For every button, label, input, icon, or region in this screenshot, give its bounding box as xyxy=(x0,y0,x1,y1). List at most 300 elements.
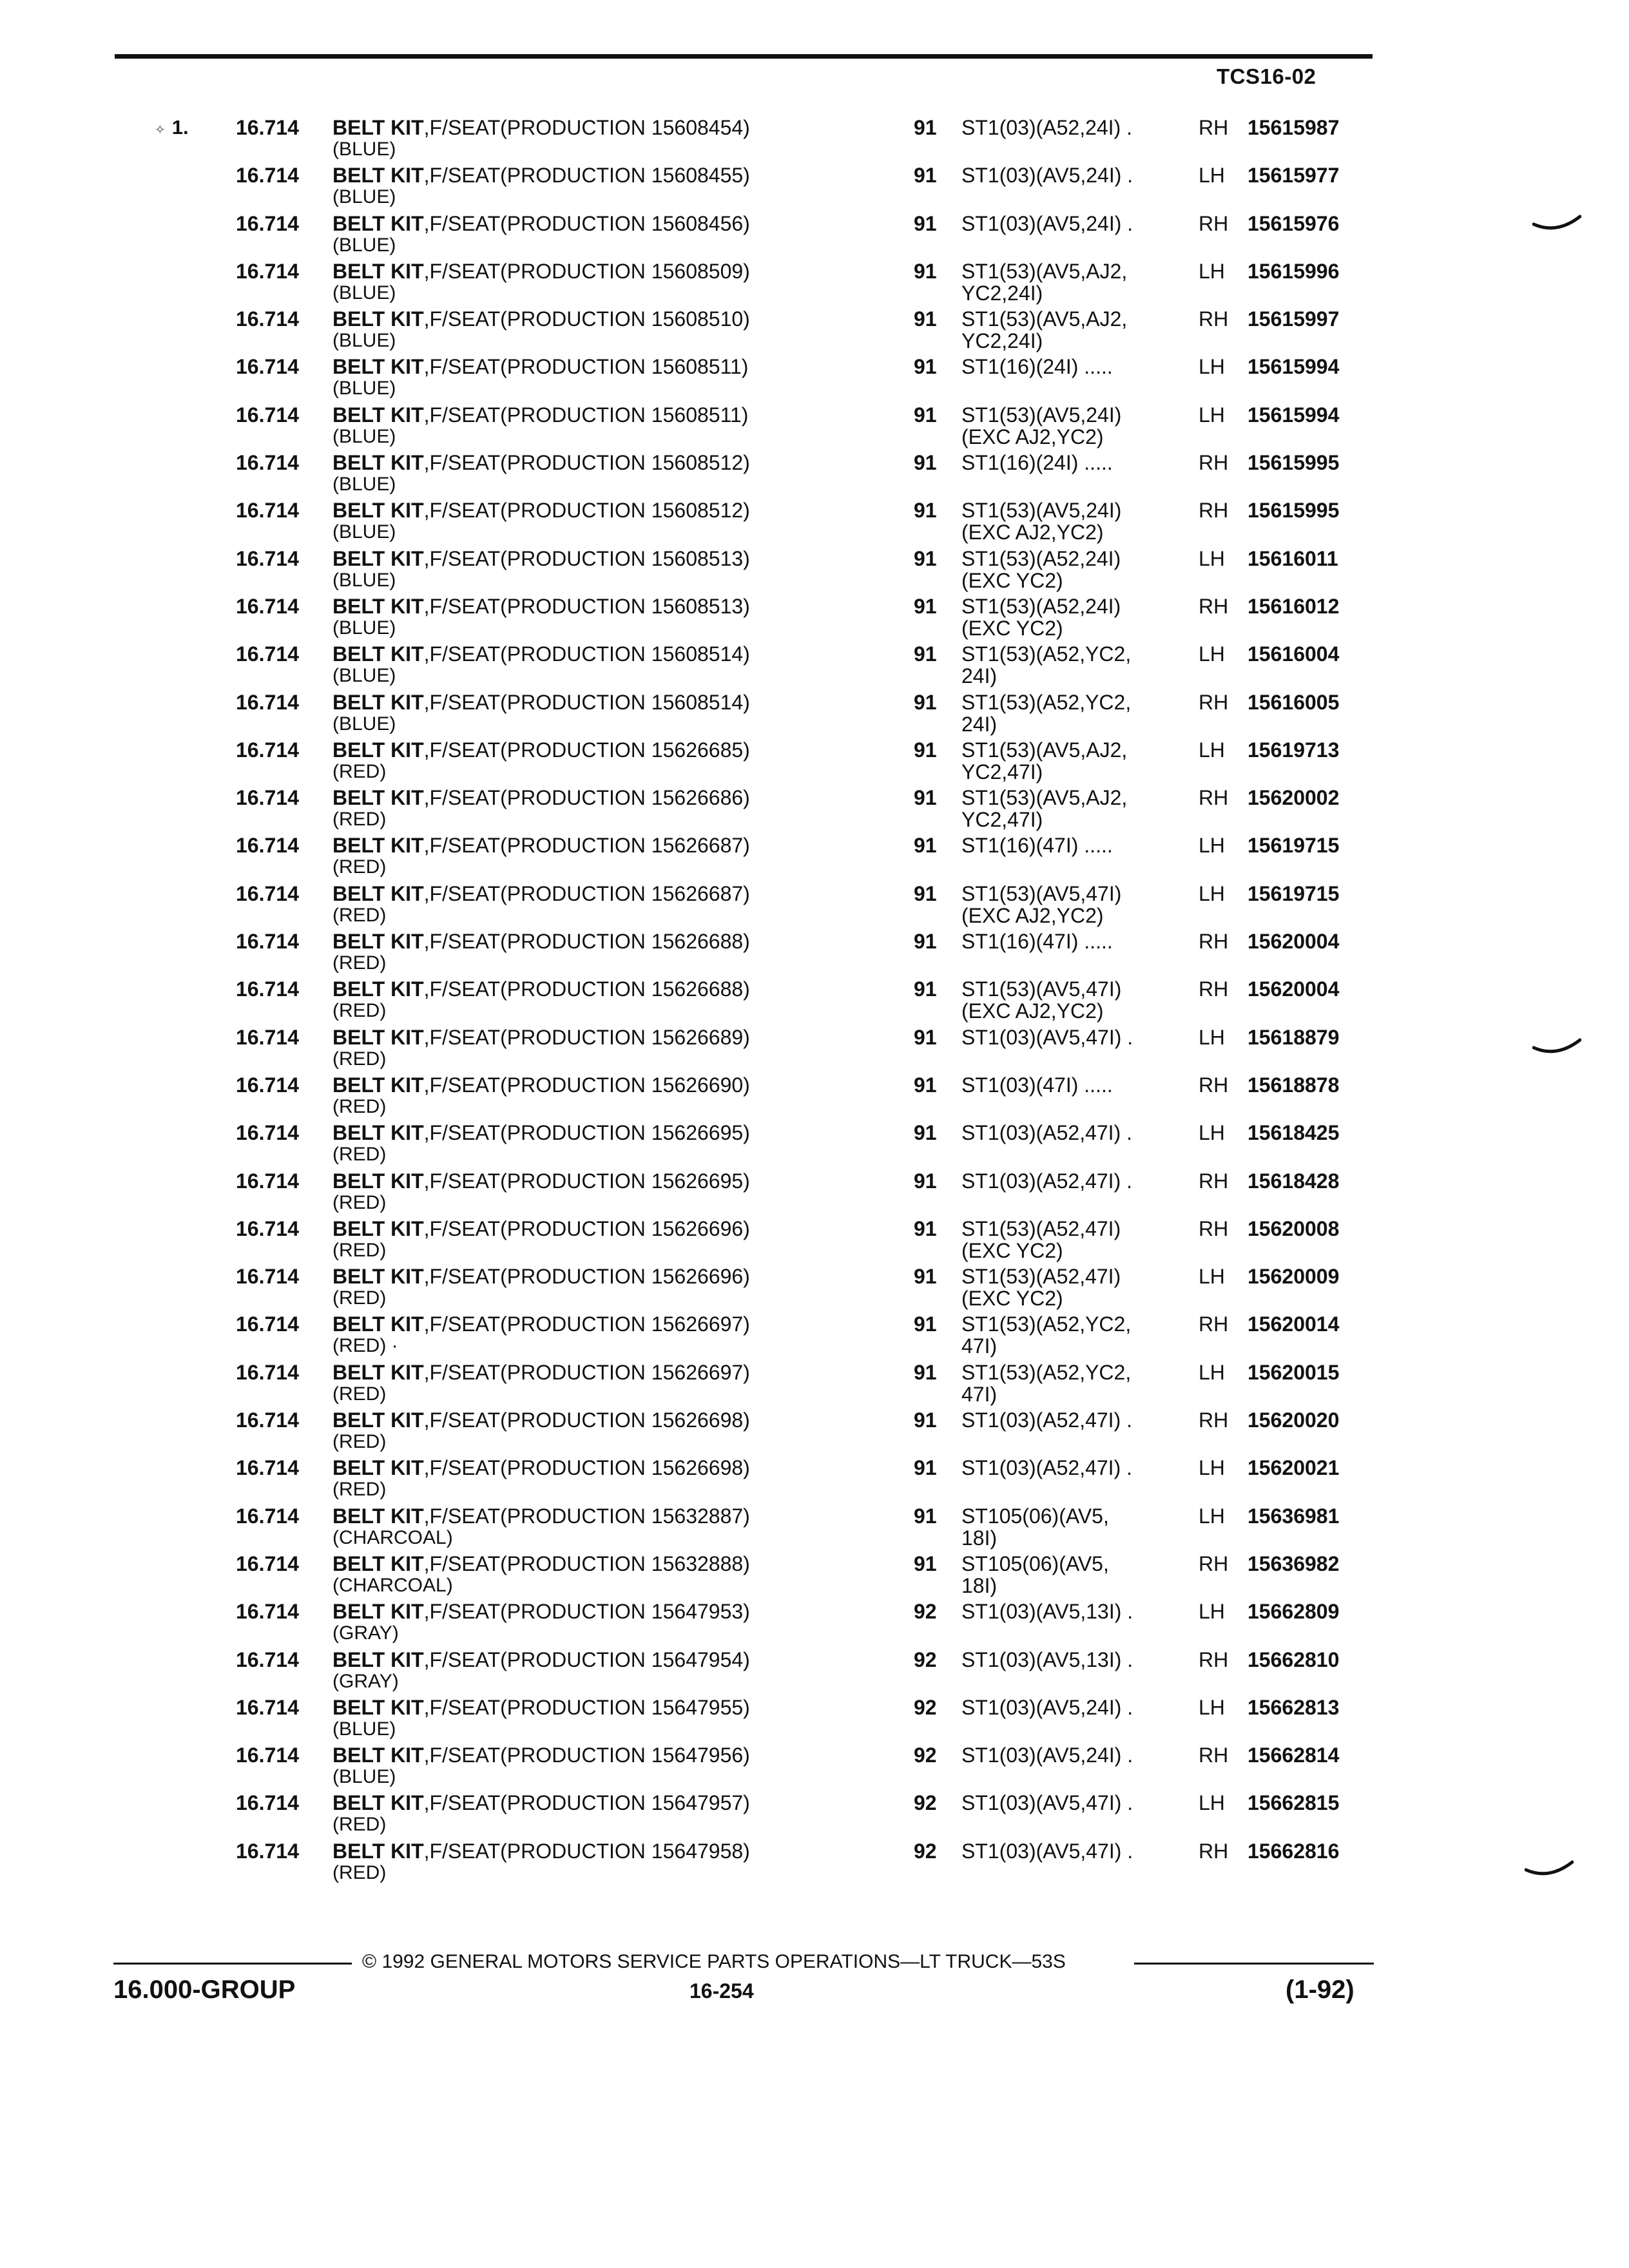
side-code: LH xyxy=(1199,355,1225,379)
model-usage xyxy=(961,1600,1133,1623)
part-detail: ,F/SEAT(PRODUCTION 15626690) xyxy=(423,1073,750,1097)
part-number: 15662814 xyxy=(1248,1744,1340,1767)
model-year: 92 xyxy=(914,1648,937,1671)
parts-row xyxy=(0,786,1629,834)
model-code: ST1(03)(AV5,47I) . xyxy=(961,1839,1133,1863)
catalog-code: TCS16-02 xyxy=(1217,64,1316,88)
part-detail: ,F/SEAT(PRODUCTION 15608509) xyxy=(423,259,750,283)
model-year: 91 xyxy=(914,1408,937,1432)
part-name: BELT KIT xyxy=(333,834,424,858)
part-color: (BLUE) xyxy=(333,186,396,208)
model-year: 91 xyxy=(914,1073,937,1097)
part-color: (RED) xyxy=(333,760,387,782)
part-name: BELT KIT xyxy=(333,1169,424,1193)
side-code: LH xyxy=(1199,1121,1225,1145)
side-code: RH xyxy=(1199,211,1229,235)
part-name: BELT KIT xyxy=(333,1265,424,1289)
part-description xyxy=(333,977,750,1021)
part-number: 15619713 xyxy=(1248,738,1340,762)
model-usage xyxy=(961,355,1113,378)
group-number: 16.714 xyxy=(236,690,299,714)
part-name: BELT KIT xyxy=(333,164,424,187)
parts-row xyxy=(0,1840,1629,1887)
side-code: RH xyxy=(1199,1408,1229,1432)
part-number: 15616012 xyxy=(1248,594,1340,618)
part-number: 15620021 xyxy=(1248,1456,1340,1480)
part-detail: ,F/SEAT(PRODUCTION 15626689) xyxy=(423,1025,750,1049)
part-number: 15618879 xyxy=(1248,1025,1340,1049)
part-detail: ,F/SEAT(PRODUCTION 15626697) xyxy=(423,1360,750,1384)
group-number: 16.714 xyxy=(236,834,299,858)
model-usage xyxy=(961,1504,1109,1548)
part-color: (BLUE) xyxy=(333,282,396,303)
part-number: 15618428 xyxy=(1248,1169,1340,1193)
model-year: 91 xyxy=(914,1552,937,1575)
model-year: 91 xyxy=(914,403,937,427)
model-year: 91 xyxy=(914,1360,937,1384)
model-code: ST1(53)(A52,47I) xyxy=(961,1265,1121,1289)
group-number: 16.714 xyxy=(236,164,299,187)
part-name: BELT KIT xyxy=(333,1073,424,1097)
group-number: 16.714 xyxy=(236,403,299,427)
part-description xyxy=(333,212,750,256)
group-number: 16.714 xyxy=(236,1456,299,1480)
part-description xyxy=(333,260,750,303)
part-number: 15662809 xyxy=(1248,1600,1340,1624)
model-year: 92 xyxy=(914,1600,937,1624)
model-usage xyxy=(961,547,1121,591)
part-description xyxy=(333,930,750,974)
part-color: (BLUE) xyxy=(333,330,396,352)
part-number: 15615994 xyxy=(1248,403,1340,427)
part-name: BELT KIT xyxy=(333,786,424,810)
parts-row xyxy=(0,642,1629,690)
part-detail: ,F/SEAT(PRODUCTION 15626687) xyxy=(423,834,750,858)
part-number: 15615987 xyxy=(1248,116,1340,139)
part-color: (RED) xyxy=(333,1431,387,1453)
part-detail: ,F/SEAT(PRODUCTION 15647955) xyxy=(423,1695,750,1719)
model-year: 91 xyxy=(914,1312,937,1336)
part-description xyxy=(333,882,750,926)
side-code: LH xyxy=(1199,881,1225,905)
parts-row xyxy=(0,212,1629,260)
model-code: ST1(53)(AV5,24I) xyxy=(961,403,1122,427)
model-usage xyxy=(961,1456,1132,1479)
side-code: RH xyxy=(1199,594,1229,618)
footer-rule xyxy=(113,1963,352,1965)
part-name: BELT KIT xyxy=(333,977,424,1001)
part-detail: ,F/SEAT(PRODUCTION 15608511) xyxy=(423,403,749,427)
model-usage xyxy=(961,595,1121,639)
model-year: 92 xyxy=(914,1791,937,1815)
model-year: 91 xyxy=(914,786,937,810)
group-number: 16.714 xyxy=(236,1408,299,1432)
side-code: LH xyxy=(1199,1456,1225,1480)
side-code: RH xyxy=(1199,1552,1229,1575)
part-name: BELT KIT xyxy=(333,1408,424,1432)
group-number: 16.714 xyxy=(236,1360,299,1384)
group-number: 16.714 xyxy=(236,116,299,139)
part-name: BELT KIT xyxy=(333,1025,424,1049)
part-description xyxy=(333,834,750,878)
model-year: 91 xyxy=(914,164,937,187)
model-year: 91 xyxy=(914,594,937,618)
parts-list xyxy=(0,116,1629,1887)
model-code-continued: 47I) xyxy=(961,1382,998,1406)
parts-row xyxy=(0,116,1629,164)
side-code: RH xyxy=(1199,451,1229,475)
model-code: ST1(03)(AV5,47I) . xyxy=(961,1025,1133,1049)
model-code-continued: 24I) xyxy=(961,712,998,736)
part-name: BELT KIT xyxy=(333,1552,424,1575)
part-detail: ,F/SEAT(PRODUCTION 15626698) xyxy=(423,1408,750,1432)
part-name: BELT KIT xyxy=(333,690,424,714)
part-number: 15618878 xyxy=(1248,1073,1340,1097)
page-number: 16-254 xyxy=(689,1979,754,2003)
model-code: ST1(03)(A52,47I) . xyxy=(961,1169,1132,1193)
part-detail: ,F/SEAT(PRODUCTION 15608511) xyxy=(423,355,749,379)
group-label: 16.000-GROUP xyxy=(113,1975,296,2004)
model-usage xyxy=(961,260,1127,303)
part-number: 15620004 xyxy=(1248,977,1340,1001)
part-number: 15615997 xyxy=(1248,307,1340,331)
model-code: ST1(53)(A52,YC2, xyxy=(961,1312,1132,1336)
part-color: (GRAY) xyxy=(333,1622,399,1644)
part-number: 15662810 xyxy=(1248,1648,1340,1671)
model-code-continued: YC2,47I) xyxy=(961,760,1043,783)
part-color: (RED) xyxy=(333,856,387,878)
part-description xyxy=(333,1361,750,1405)
side-code: LH xyxy=(1199,1265,1225,1289)
group-number: 16.714 xyxy=(236,1744,299,1767)
part-color: (RED) xyxy=(333,952,387,974)
parts-row xyxy=(0,1217,1629,1265)
model-year: 91 xyxy=(914,451,937,475)
model-year: 91 xyxy=(914,738,937,762)
part-description xyxy=(333,738,750,782)
side-code: LH xyxy=(1199,834,1225,858)
model-usage xyxy=(961,691,1131,735)
part-color: (RED) xyxy=(333,904,387,926)
part-number: 15662816 xyxy=(1248,1839,1340,1863)
part-color: (RED) xyxy=(333,1144,387,1166)
parts-row xyxy=(0,403,1629,451)
part-detail: ,F/SEAT(PRODUCTION 15626695) xyxy=(423,1121,750,1145)
model-year: 91 xyxy=(914,930,937,954)
part-color: (RED) xyxy=(333,1861,387,1883)
parts-row xyxy=(0,1361,1629,1408)
part-detail: ,F/SEAT(PRODUCTION 15626686) xyxy=(423,786,750,810)
part-description xyxy=(333,116,750,160)
footer-rule xyxy=(1134,1963,1374,1965)
group-number: 16.714 xyxy=(236,1169,299,1193)
part-name: BELT KIT xyxy=(333,1216,424,1240)
part-color: (RED) xyxy=(333,1814,387,1836)
part-detail: ,F/SEAT(PRODUCTION 15647957) xyxy=(423,1791,750,1815)
model-year: 92 xyxy=(914,1744,937,1767)
part-description xyxy=(333,403,748,447)
side-code: LH xyxy=(1199,1791,1225,1815)
model-code: ST1(53)(AV5,AJ2, xyxy=(961,786,1128,810)
group-number: 16.714 xyxy=(236,1648,299,1671)
parts-row xyxy=(0,1456,1629,1504)
side-code: RH xyxy=(1199,1744,1229,1767)
model-usage xyxy=(961,1312,1131,1356)
model-usage xyxy=(961,451,1113,474)
part-description xyxy=(333,1121,750,1165)
model-code: ST1(03)(AV5,47I) . xyxy=(961,1791,1133,1815)
model-usage xyxy=(961,403,1121,447)
model-usage xyxy=(961,1217,1121,1261)
model-year: 91 xyxy=(914,259,937,283)
part-color: (CHARCOAL) xyxy=(333,1526,453,1548)
parts-row xyxy=(0,738,1629,786)
part-color: (BLUE) xyxy=(333,713,396,735)
part-description xyxy=(333,307,750,351)
model-year: 91 xyxy=(914,1169,937,1193)
part-name: BELT KIT xyxy=(333,1791,424,1815)
part-detail: ,F/SEAT(PRODUCTION 15608514) xyxy=(423,690,750,714)
part-description xyxy=(333,642,750,686)
part-description xyxy=(333,1073,750,1117)
model-usage xyxy=(961,1361,1131,1405)
model-code: ST1(03)(AV5,24I) . xyxy=(961,164,1133,187)
part-description xyxy=(333,547,750,591)
side-code: RH xyxy=(1199,1839,1229,1863)
part-description xyxy=(333,1408,750,1452)
part-detail: ,F/SEAT(PRODUCTION 15626695) xyxy=(423,1169,750,1193)
group-number: 16.714 xyxy=(236,977,299,1001)
model-year: 92 xyxy=(914,1839,937,1863)
part-description xyxy=(333,499,750,543)
model-code-continued: (EXC AJ2,YC2) xyxy=(961,903,1104,927)
group-number: 16.714 xyxy=(236,499,299,523)
part-number: 15636981 xyxy=(1248,1504,1340,1528)
part-color: (RED) xyxy=(333,1048,387,1070)
group-number: 16.714 xyxy=(236,307,299,331)
copyright-notice: © 1992 GENERAL MOTORS SERVICE PARTS OPERATIONS—LT TRUCK—53S xyxy=(362,1951,1066,1972)
side-code: RH xyxy=(1199,1216,1229,1240)
model-code: ST1(03)(A52,47I) . xyxy=(961,1456,1132,1480)
part-description xyxy=(333,1840,750,1883)
side-code: RH xyxy=(1199,690,1229,714)
part-color: (RED) xyxy=(333,1000,387,1022)
group-number: 16.714 xyxy=(236,930,299,954)
part-color: (BLUE) xyxy=(333,474,396,495)
part-name: BELT KIT xyxy=(333,403,424,427)
part-description xyxy=(333,1026,750,1070)
part-description xyxy=(333,1696,750,1740)
part-detail: ,F/SEAT(PRODUCTION 15647956) xyxy=(423,1744,750,1767)
group-number: 16.714 xyxy=(236,1025,299,1049)
part-description xyxy=(333,1217,750,1261)
side-code: LH xyxy=(1199,1695,1225,1719)
part-detail: ,F/SEAT(PRODUCTION 15632887) xyxy=(423,1504,750,1528)
group-number: 16.714 xyxy=(236,786,299,810)
model-year: 91 xyxy=(914,642,937,666)
group-number: 16.714 xyxy=(236,451,299,475)
parts-row xyxy=(0,1169,1629,1217)
model-usage xyxy=(961,1840,1133,1863)
model-code-continued: YC2,47I) xyxy=(961,808,1043,832)
model-code: ST1(53)(AV5,AJ2, xyxy=(961,307,1128,331)
model-code-continued: (EXC YC2) xyxy=(961,616,1063,640)
part-number: 15619715 xyxy=(1248,881,1340,905)
part-number: 15615976 xyxy=(1248,211,1340,235)
parts-row xyxy=(0,547,1629,595)
part-description xyxy=(333,451,750,495)
side-code: RH xyxy=(1199,786,1229,810)
model-year: 91 xyxy=(914,1504,937,1528)
side-code: RH xyxy=(1199,1169,1229,1193)
model-code-continued: (EXC AJ2,YC2) xyxy=(961,425,1104,448)
model-usage xyxy=(961,116,1132,139)
part-number: 15620015 xyxy=(1248,1360,1340,1384)
part-detail: ,F/SEAT(PRODUCTION 15626696) xyxy=(423,1216,750,1240)
side-code: RH xyxy=(1199,499,1229,523)
part-description xyxy=(333,1744,750,1787)
model-code: ST1(03)(A52,47I) . xyxy=(961,1408,1132,1432)
part-description xyxy=(333,1648,750,1692)
part-number: 15662815 xyxy=(1248,1791,1340,1815)
model-usage xyxy=(961,930,1113,953)
model-usage xyxy=(961,882,1121,926)
part-color: (BLUE) xyxy=(333,1718,396,1740)
parts-row xyxy=(0,882,1629,930)
reference-number: 1. xyxy=(171,116,189,139)
part-name: BELT KIT xyxy=(333,451,424,475)
side-code: RH xyxy=(1199,1648,1229,1671)
check-mark-icon xyxy=(1532,213,1581,236)
parts-row xyxy=(0,834,1629,881)
part-number: 15620008 xyxy=(1248,1216,1340,1240)
model-year: 91 xyxy=(914,1025,937,1049)
part-name: BELT KIT xyxy=(333,1695,424,1719)
part-color: (RED) xyxy=(333,1095,387,1117)
part-description xyxy=(333,164,750,207)
model-code-continued: (EXC YC2) xyxy=(961,568,1063,592)
part-color: (BLUE) xyxy=(333,139,396,160)
model-code-continued: 18I) xyxy=(961,1526,998,1550)
part-color: (RED) xyxy=(333,1383,387,1405)
part-name: BELT KIT xyxy=(333,116,424,139)
model-code: ST1(53)(AV5,24I) xyxy=(961,499,1122,523)
model-code: ST1(53)(AV5,47I) xyxy=(961,977,1122,1001)
group-number: 16.714 xyxy=(236,1504,299,1528)
part-number: 15620014 xyxy=(1248,1312,1340,1336)
model-code-continued: 24I) xyxy=(961,664,998,688)
side-code: RH xyxy=(1199,116,1229,139)
part-description xyxy=(333,355,748,399)
part-name: BELT KIT xyxy=(333,1504,424,1528)
group-number: 16.714 xyxy=(236,546,299,570)
model-code: ST1(53)(A52,24I) xyxy=(961,594,1121,618)
model-code: ST1(16)(24I) ..... xyxy=(961,451,1113,475)
revision-date: (1-92) xyxy=(1286,1975,1354,2004)
group-number: 16.714 xyxy=(236,738,299,762)
model-year: 91 xyxy=(914,499,937,523)
part-name: BELT KIT xyxy=(333,1121,424,1145)
model-year: 92 xyxy=(914,1695,937,1719)
model-usage xyxy=(961,1791,1133,1814)
part-name: BELT KIT xyxy=(333,1456,424,1480)
part-description xyxy=(333,786,750,830)
part-number: 15618425 xyxy=(1248,1121,1340,1145)
model-code: ST1(03)(AV5,24I) . xyxy=(961,1695,1133,1719)
part-detail: ,F/SEAT(PRODUCTION 15608514) xyxy=(423,642,750,666)
part-detail: ,F/SEAT(PRODUCTION 15608454) xyxy=(423,116,750,139)
part-name: BELT KIT xyxy=(333,642,424,666)
parts-row xyxy=(0,1696,1629,1744)
side-code: LH xyxy=(1199,546,1225,570)
part-number: 15615995 xyxy=(1248,451,1340,475)
margin-mark-icon: ✧ xyxy=(155,123,166,137)
model-code-continued: (EXC YC2) xyxy=(961,1287,1063,1311)
part-name: BELT KIT xyxy=(333,738,424,762)
model-year: 91 xyxy=(914,307,937,331)
group-number: 16.714 xyxy=(236,211,299,235)
model-code: ST1(53)(A52,YC2, xyxy=(961,642,1132,666)
model-code: ST1(53)(A52,YC2, xyxy=(961,690,1132,714)
model-code: ST105(06)(AV5, xyxy=(961,1552,1109,1575)
part-color: (BLUE) xyxy=(333,569,396,591)
part-description xyxy=(333,1456,750,1500)
part-detail: ,F/SEAT(PRODUCTION 15647958) xyxy=(423,1839,750,1863)
side-code: RH xyxy=(1199,930,1229,954)
parts-row xyxy=(0,499,1629,546)
model-code-continued: (EXC AJ2,YC2) xyxy=(961,521,1104,544)
part-detail: ,F/SEAT(PRODUCTION 15608513) xyxy=(423,546,750,570)
part-description xyxy=(333,691,750,735)
group-number: 16.714 xyxy=(236,1312,299,1336)
group-number: 16.714 xyxy=(236,642,299,666)
parts-row xyxy=(0,1744,1629,1791)
part-detail: ,F/SEAT(PRODUCTION 15626698) xyxy=(423,1456,750,1480)
model-year: 91 xyxy=(914,881,937,905)
part-detail: ,F/SEAT(PRODUCTION 15608512) xyxy=(423,451,750,475)
part-detail: ,F/SEAT(PRODUCTION 15608512) xyxy=(423,499,750,523)
part-description xyxy=(333,1600,750,1644)
model-code-continued: 47I) xyxy=(961,1334,998,1358)
group-number: 16.714 xyxy=(236,881,299,905)
part-description xyxy=(333,595,750,639)
group-number: 16.714 xyxy=(236,1265,299,1289)
part-number: 15620004 xyxy=(1248,930,1340,954)
model-usage xyxy=(961,786,1127,830)
part-color: (BLUE) xyxy=(333,617,396,639)
part-color: (GRAY) xyxy=(333,1670,399,1692)
part-number: 15616005 xyxy=(1248,690,1340,714)
model-usage xyxy=(961,1552,1109,1596)
model-code-continued: YC2,24I) xyxy=(961,281,1043,305)
model-year: 91 xyxy=(914,977,937,1001)
side-code: RH xyxy=(1199,977,1229,1001)
side-code: RH xyxy=(1199,1073,1229,1097)
model-year: 91 xyxy=(914,1456,937,1480)
part-number: 15615977 xyxy=(1248,164,1340,187)
group-number: 16.714 xyxy=(236,1695,299,1719)
model-code: ST1(03)(A52,47I) . xyxy=(961,1121,1132,1145)
model-usage xyxy=(961,977,1121,1021)
part-number: 15616011 xyxy=(1248,546,1338,570)
part-color: (RED) xyxy=(333,1479,387,1501)
model-code: ST1(53)(A52,24I) xyxy=(961,546,1121,570)
parts-row xyxy=(0,1312,1629,1360)
model-year: 91 xyxy=(914,834,937,858)
model-code: ST1(53)(AV5,AJ2, xyxy=(961,738,1128,762)
group-number: 16.714 xyxy=(236,1073,299,1097)
part-number: 15619715 xyxy=(1248,834,1340,858)
